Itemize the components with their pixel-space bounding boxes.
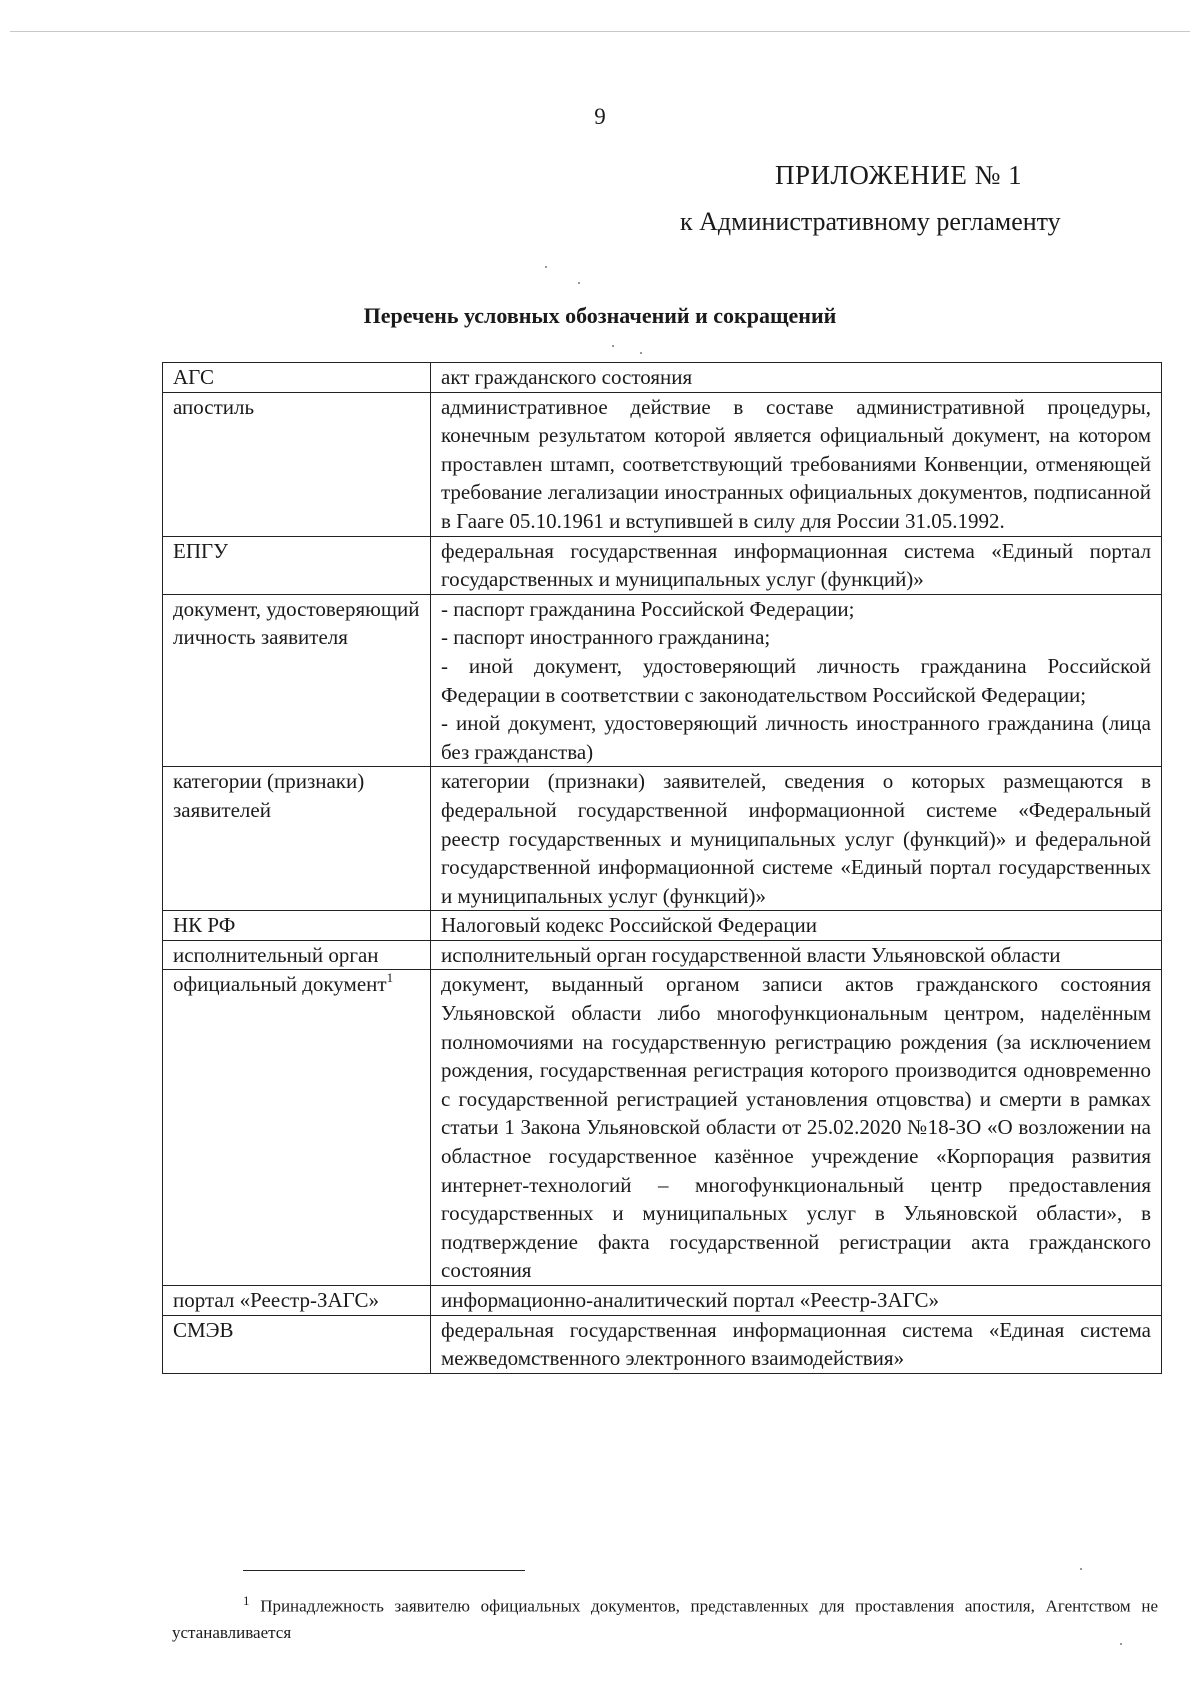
scan-speck: [1080, 1568, 1082, 1570]
term-cell: портал «Реестр-ЗАГС»: [163, 1286, 431, 1316]
table-row: [163, 536, 1162, 594]
term-cell: исполнительный орган: [163, 940, 431, 970]
term-cell: НК РФ: [163, 911, 431, 941]
list-title: Перечень условных обозначений и сокращений: [363, 303, 837, 328]
footnote-text: Принадлежность заявителю официальных документов, представленных для проставления апостиля, Агентством не устанавливается: [172, 1596, 1158, 1642]
definition-cell: Налоговый кодекс Российской Федерации: [431, 911, 1162, 941]
definition-cell: документ, выданный органом записи актов гражданского состояния Ульяновской области либо многофункциональным центром, наделённым полномочиями на государственную регистрацию рождения (за исключением рождения, государственная регистрация которого производится одновременно с государственной регистрацией установления отцовства) и смерти в рамках статьи 1 Закона Ульяновской области от 25.02.2020 №18-ЗО «О возложении на областное государственное казённое учреждение «Корпорация развития интернет-технологий – многофункциональный центр предоставления государственных и муниципальных услуг в Ульяновской области», в подтверждение факта государственной регистрации акта гражданского состояния: [431, 970, 1162, 1286]
scan-speck: [545, 266, 547, 268]
table-row: [163, 970, 1162, 1286]
term-cell: [163, 970, 431, 1286]
scan-speck: [640, 352, 642, 354]
appendix-title: ПРИЛОЖЕНИЕ № 1: [775, 160, 1023, 190]
definition-line: - иной документ, удостоверяющий личность иностранного гражданина (лица без гражданства): [441, 711, 1151, 764]
term-cell: документ, удостоверяющий личность заявителя: [163, 594, 431, 767]
scan-edge-line: [10, 31, 1190, 32]
table-row: [163, 767, 1162, 911]
term-cell: категории (признаки) заявителей: [163, 767, 431, 911]
footnote-marker: 1: [243, 1593, 250, 1608]
term-cell: СМЭВ: [163, 1315, 431, 1373]
term-cell: апостиль: [163, 392, 431, 536]
definition-cell: категории (признаки) заявителей, сведения о которых размещаются в федеральной государственной информационной системе «Федеральный реестр государственных и муниципальных услуг (функций)» и федеральной государственной информационной системе «Единый портал государственных и муниципальных услуг (функций)»: [431, 767, 1162, 911]
page-number: 9: [594, 104, 606, 129]
scan-speck: [1120, 1643, 1122, 1645]
definition-cell: [431, 594, 1162, 767]
table-row: [163, 1286, 1162, 1316]
footnote-separator: [243, 1570, 525, 1571]
appendix-subtitle: к Административному регламенту: [680, 207, 1061, 236]
definition-cell: федеральная государственная информационная система «Единая система межведомственного электронного взаимодействия»: [431, 1315, 1162, 1373]
definition-cell: информационно-аналитический портал «Реестр-ЗАГС»: [431, 1286, 1162, 1316]
definition-cell: федеральная государственная информационная система «Единый портал государственных и муниципальных услуг (функций)»: [431, 536, 1162, 594]
definition-line: - паспорт гражданина Российской Федерации;: [441, 596, 855, 621]
abbreviations-table: [162, 362, 1162, 1374]
footnote-indent: [172, 1597, 243, 1616]
footnote: [172, 1588, 1158, 1646]
table-row: [163, 594, 1162, 767]
definition-cell: акт гражданского состояния: [431, 363, 1162, 393]
scan-speck: [578, 282, 580, 284]
term-cell: АГС: [163, 363, 431, 393]
table-row: [163, 363, 1162, 393]
table-row: [163, 940, 1162, 970]
term-cell: ЕПГУ: [163, 536, 431, 594]
definition-line: - паспорт иностранного гражданина;: [441, 625, 771, 650]
scan-speck: [612, 345, 614, 347]
table-row: [163, 911, 1162, 941]
footnote-marker: 1: [386, 970, 394, 986]
definition-line: - иной документ, удостоверяющий личность гражданина Российской Федерации в соответствии с законодательством Российской Федерации;: [441, 653, 1151, 707]
term-text: официальный документ: [173, 972, 387, 997]
table-row: [163, 1315, 1162, 1373]
table-row: [163, 392, 1162, 536]
definition-cell: административное действие в составе административной процедуры, конечным результатом которой является официальный документ, на котором проставлен штамп, соответствующий требованиями Конвенции, отменяющей требование легализации иностранных официальных документов, подписанной в Гааге 05.10.1961 и вступившей в силу для России 31.05.1992.: [431, 392, 1162, 536]
definition-cell: исполнительный орган государственной власти Ульяновской области: [431, 940, 1162, 970]
